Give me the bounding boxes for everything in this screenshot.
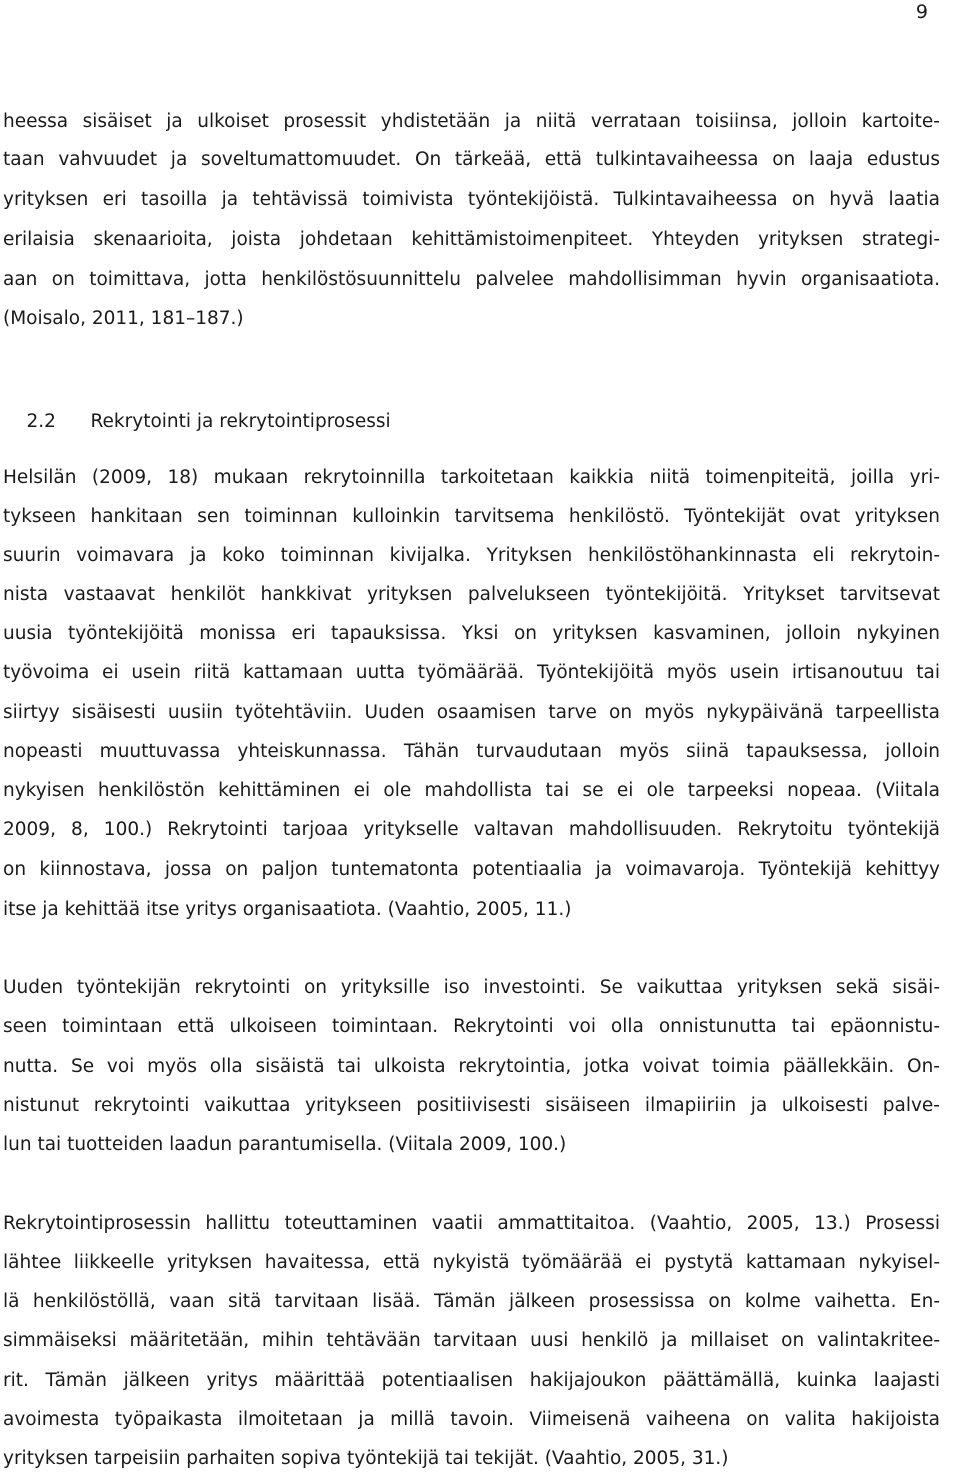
text-line: uusia työntekijöitä monissa eri tapauksissa. Yksi on yrityksen kasvaminen, jolloin nykyinen (3, 623, 940, 644)
text-line: Uuden työntekijän rekrytointi on yrityksille iso investointi. Se vaikuttaa yrityksen sekä sisäi- (3, 977, 940, 998)
text-line: nutta. Se voi myös olla sisäistä tai ulkoista rekrytointia, jotka voivat toimia päällekkäin. On- (3, 1056, 940, 1077)
text-line: yrityksen tarpeisiin parhaiten sopiva työntekijä tai tekijät. (Vaahtio, 2005, 31.) (3, 1448, 729, 1469)
page-number: 9 (915, 1, 928, 23)
text-line: suurin voimavara ja koko toiminnan kivijalka. Yrityksen henkilöstöhankinnasta eli rekrytoin- (3, 545, 940, 566)
text-line: (Moisalo, 2011, 181–187.) (3, 308, 244, 329)
text-line: nista vastaavat henkilöt hankkivat yrityksen palvelukseen työntekijöitä. Yritykset tarvitsevat (3, 584, 940, 605)
section-number: 2.2 (26, 411, 56, 432)
text-line: 2009, 8, 100.) Rekrytointi tarjoaa yritykselle valtavan mahdollisuuden. Rekrytoitu työntekijä (3, 819, 940, 840)
text-line: rit. Tämän jälkeen yritys määrittää potentiaalisen hakijajoukon päättämällä, kuinka laajasti (3, 1370, 940, 1391)
text-line: lä henkilöstöllä, vaan sitä tarvitaan lisää. Tämän jälkeen prosessissa on kolme vaihetta. En- (3, 1291, 940, 1312)
text-line: lun tai tuotteiden laadun parantumisella. (Viitala 2009, 100.) (3, 1134, 567, 1155)
text-line: avoimesta työpaikasta ilmoitetaan ja millä tavoin. Viimeisenä vaiheena on valita hakijoista (3, 1409, 940, 1430)
text-line: nykyisen henkilöstön kehittäminen ei ole mahdollista tai se ei ole tarpeeksi nopeaa. (Viitala (3, 780, 940, 801)
text-line: simmäiseksi määritetään, mihin tehtävään tarvitaan uusi henkilö ja millaiset on valintakritee- (3, 1330, 940, 1351)
text-line: seen toimintaan että ulkoiseen toimintaan. Rekrytointi voi olla onnistunutta tai epäonnistu- (3, 1016, 940, 1037)
text-line: siirtyy sisäisesti uusiin työtehtäviin. Uuden osaamisen tarve on myös nykypäivänä tarpeellista (3, 702, 940, 723)
text-line: lähtee liikkeelle yrityksen havaitessa, että nykyistä työmäärää ei pystytä kattamaan nykyisel- (3, 1252, 940, 1273)
text-line: heessa sisäiset ja ulkoiset prosessit yhdistetään ja niitä verrataan toisiinsa, jolloin kartoite- (3, 111, 940, 132)
text-line: nistunut rekrytointi vaikuttaa yritykseen positiivisesti sisäiseen ilmapiiriin ja ulkoisesti palve- (3, 1095, 940, 1116)
text-line: itse ja kehittää itse yritys organisaatiota. (Vaahtio, 2005, 11.) (3, 899, 572, 920)
text-line: työvoima ei usein riitä kattamaan uutta työmäärää. Työntekijöitä myös usein irtisanoutuu tai (3, 662, 940, 683)
section-heading (3, 386, 391, 458)
text-line: aan on toimittava, jotta henkilöstösuunnittelu palvelee mahdollisimman hyvin organisaatiota. (3, 269, 940, 290)
text-line: yrityksen eri tasoilla ja tehtävissä toimivista työntekijöistä. Tulkintavaiheessa on hyvä laatia (3, 189, 940, 210)
section-title: Rekrytointi ja rekrytointiprosessi (90, 411, 391, 432)
text-line: erilaisia skenaarioita, joista johdetaan kehittämistoimenpiteet. Yhteyden yrityksen strategi- (3, 229, 940, 250)
text-line: on kiinnostava, jossa on paljon tuntematonta potentiaalia ja voimavaroja. Työntekijä kehittyy (3, 859, 940, 880)
text-line: Helsilän (2009, 18) mukaan rekrytoinnilla tarkoitetaan kaikkia niitä toimenpiteitä, joilla yri- (3, 467, 940, 488)
text-line: tykseen hankitaan sen toiminnan kulloinkin tarvitsema henkilöstö. Työntekijät ovat yrityksen (3, 506, 940, 527)
text-line: Rekrytointiprosessin hallittu toteuttaminen vaatii ammattitaitoa. (Vaahtio, 2005, 13.) Prosessi (3, 1213, 940, 1234)
text-line: nopeasti muuttuvassa yhteiskunnassa. Tähän turvaudutaan myös siinä tapauksessa, jolloin (3, 741, 940, 762)
text-line: taan vahvuudet ja soveltumattomuudet. On tärkeää, että tulkintavaiheessa on laaja edustus (3, 149, 940, 170)
